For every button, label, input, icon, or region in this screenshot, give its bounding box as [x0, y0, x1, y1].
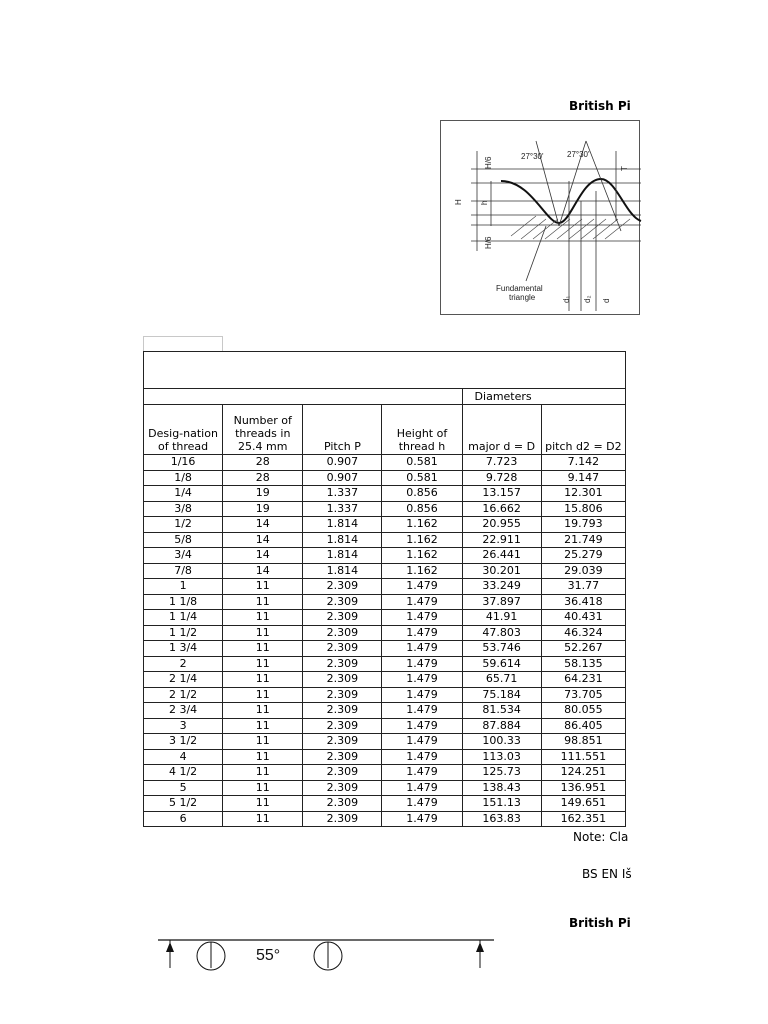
- table-row: [144, 656, 626, 672]
- table-cell: 7.723: [462, 455, 541, 471]
- table-cell: 19: [223, 501, 303, 517]
- table-row: [144, 780, 626, 796]
- table-cell: 21.749: [541, 532, 625, 548]
- table-cell: 0.581: [382, 470, 462, 486]
- table-column-header-row: [144, 405, 626, 455]
- table-cell: 1 1/2: [144, 625, 223, 641]
- table-cell: 0.907: [303, 470, 382, 486]
- caption-line-1: Fundamental: [496, 284, 543, 293]
- table-cell: 33.249: [462, 579, 541, 595]
- table-cell: 149.651: [541, 796, 625, 812]
- standard-reference: BS EN Iš: [582, 867, 632, 881]
- table-cell: 136.951: [541, 780, 625, 796]
- table-cell: 65.71: [462, 672, 541, 688]
- table-cell: 98.851: [541, 734, 625, 750]
- table-cell: 1.479: [382, 625, 462, 641]
- table-cell: 125.73: [462, 765, 541, 781]
- table-cell: 2.309: [303, 811, 382, 827]
- table-cell: 9.728: [462, 470, 541, 486]
- table-cell: 14: [223, 532, 303, 548]
- table-title-row: [144, 352, 626, 389]
- d2-label: d₂: [583, 295, 592, 303]
- table-cell: 11: [223, 765, 303, 781]
- table-cell: 80.055: [541, 703, 625, 719]
- h6-top-label: H/6: [484, 156, 493, 169]
- table-cell: 2.309: [303, 749, 382, 765]
- table-row: [144, 548, 626, 564]
- table-cell: 1.479: [382, 672, 462, 688]
- table-cell: 2.309: [303, 610, 382, 626]
- table-cell: 9.147: [541, 470, 625, 486]
- table-row: [144, 501, 626, 517]
- table-cell: 19: [223, 486, 303, 502]
- table-cell: 29.039: [541, 563, 625, 579]
- table-cell: 1 1/8: [144, 594, 223, 610]
- table-cell: 111.551: [541, 749, 625, 765]
- table-cell: 1.814: [303, 563, 382, 579]
- table-cell: 1.479: [382, 687, 462, 703]
- note-text: Note: Cla: [573, 830, 629, 844]
- table-cell: 2.309: [303, 703, 382, 719]
- table-cell: 86.405: [541, 718, 625, 734]
- table-cell: 1.337: [303, 486, 382, 502]
- column-header: Number of threads in 25.4 mm: [223, 405, 303, 455]
- table-cell: 11: [223, 796, 303, 812]
- table-cell: 11: [223, 610, 303, 626]
- table-cell: 14: [223, 563, 303, 579]
- table-cell: 37.897: [462, 594, 541, 610]
- tolerance-label: T: [620, 166, 629, 171]
- table-cell: 19.793: [541, 517, 625, 533]
- H-label: H: [454, 199, 463, 205]
- table-cell: 1.162: [382, 563, 462, 579]
- table-row: [144, 641, 626, 657]
- table-cell: 7/8: [144, 563, 223, 579]
- table-cell: 14: [223, 548, 303, 564]
- table-cell: 0.856: [382, 501, 462, 517]
- table-cell: 2.309: [303, 780, 382, 796]
- table-cell: 11: [223, 811, 303, 827]
- table-cell: 52.267: [541, 641, 625, 657]
- section-title: British Pi: [569, 916, 631, 930]
- table-cell: 22.911: [462, 532, 541, 548]
- table-cell: 5: [144, 780, 223, 796]
- table-cell: 81.534: [462, 703, 541, 719]
- table-cell: 1.814: [303, 517, 382, 533]
- column-header: major d = D: [462, 405, 541, 455]
- table-row: [144, 532, 626, 548]
- table-cell: 1.337: [303, 501, 382, 517]
- table-cell: 30.201: [462, 563, 541, 579]
- table-cell: 2.309: [303, 594, 382, 610]
- table-cell: 1.479: [382, 641, 462, 657]
- d1-label: d₁: [562, 295, 571, 303]
- column-header: Pitch P: [303, 405, 382, 455]
- page-title: British Pi: [569, 99, 631, 113]
- table-cell: 11: [223, 734, 303, 750]
- table-cell: 11: [223, 672, 303, 688]
- table-cell: 1.479: [382, 610, 462, 626]
- table-cell: 2.309: [303, 641, 382, 657]
- table-cell: 138.43: [462, 780, 541, 796]
- table-cell: 11: [223, 718, 303, 734]
- angle-label-right: 27°30': [567, 150, 590, 159]
- table-cell: 1.479: [382, 734, 462, 750]
- table-cell: 40.431: [541, 610, 625, 626]
- table-cell: 0.856: [382, 486, 462, 502]
- table-cell: 47.803: [462, 625, 541, 641]
- h-label: h: [480, 200, 489, 205]
- table-cell: 46.324: [541, 625, 625, 641]
- table-cell: 87.884: [462, 718, 541, 734]
- table-cell: 53.746: [462, 641, 541, 657]
- table-cell: 11: [223, 579, 303, 595]
- table-cell: 2 1/4: [144, 672, 223, 688]
- table-row: [144, 749, 626, 765]
- table-cell: 162.351: [541, 811, 625, 827]
- table-cell: 4: [144, 749, 223, 765]
- table-cell: 12.301: [541, 486, 625, 502]
- table-cell: 58.135: [541, 656, 625, 672]
- table-cell: 15.806: [541, 501, 625, 517]
- thread-dimensions-table: [143, 351, 626, 827]
- table-cell: 2.309: [303, 765, 382, 781]
- table-cell: 1.479: [382, 656, 462, 672]
- table-row: [144, 796, 626, 812]
- h6-bottom-label: H/6: [484, 236, 493, 249]
- table-cell: 1.814: [303, 532, 382, 548]
- table-cell: 31.77: [541, 579, 625, 595]
- d-label: d: [602, 298, 611, 303]
- table-cell: 1.479: [382, 718, 462, 734]
- angle-55-label: 55°: [256, 947, 281, 964]
- table-cell: 11: [223, 641, 303, 657]
- table-cell: 1/2: [144, 517, 223, 533]
- table-cell: 2.309: [303, 656, 382, 672]
- table-row: [144, 811, 626, 827]
- table-cell: 2.309: [303, 687, 382, 703]
- table-cell: 113.03: [462, 749, 541, 765]
- table-cell: 1.479: [382, 703, 462, 719]
- table-cell: 28: [223, 455, 303, 471]
- table-cell: 7.142: [541, 455, 625, 471]
- table-cell: 1.479: [382, 811, 462, 827]
- table-row: [144, 610, 626, 626]
- table-row: [144, 563, 626, 579]
- table-cell: 163.83: [462, 811, 541, 827]
- table-cell: 73.705: [541, 687, 625, 703]
- table-cell: 11: [223, 594, 303, 610]
- table-cell: 1.479: [382, 749, 462, 765]
- table-cell: 16.662: [462, 501, 541, 517]
- table-row: [144, 470, 626, 486]
- table-cell: 2.309: [303, 625, 382, 641]
- table-cell: 1: [144, 579, 223, 595]
- table-cell: 41.91: [462, 610, 541, 626]
- column-header: pitch d2 = D2: [541, 405, 625, 455]
- thread-angle-diagram: [158, 938, 498, 968]
- table-cell: 0.907: [303, 455, 382, 471]
- caption-line-2: triangle: [509, 293, 536, 302]
- table-cell: 25.279: [541, 548, 625, 564]
- sheet-tab-stub: [143, 336, 223, 351]
- table-group-header-row: [144, 389, 626, 405]
- table-cell: 1.479: [382, 579, 462, 595]
- table-row: [144, 734, 626, 750]
- table-cell: 1.814: [303, 548, 382, 564]
- table-cell: 2 1/2: [144, 687, 223, 703]
- table-cell: 14: [223, 517, 303, 533]
- table-cell: 11: [223, 780, 303, 796]
- table-cell: 3/4: [144, 548, 223, 564]
- angle-label-left: 27°30': [521, 152, 544, 161]
- table-row: [144, 672, 626, 688]
- table-cell: 1.162: [382, 517, 462, 533]
- table-cell: 1/8: [144, 470, 223, 486]
- table-cell: 1 1/4: [144, 610, 223, 626]
- table-row: [144, 765, 626, 781]
- table-cell: 5/8: [144, 532, 223, 548]
- table-cell: 2.309: [303, 796, 382, 812]
- table-cell: 6: [144, 811, 223, 827]
- table-cell: 5 1/2: [144, 796, 223, 812]
- table-cell: 124.251: [541, 765, 625, 781]
- table-cell: 3: [144, 718, 223, 734]
- table-row: [144, 486, 626, 502]
- table-cell: 3/8: [144, 501, 223, 517]
- table-row: [144, 594, 626, 610]
- table-cell: 2.309: [303, 672, 382, 688]
- column-header: Height of thread h: [382, 405, 462, 455]
- table-cell: 11: [223, 749, 303, 765]
- table-cell: 13.157: [462, 486, 541, 502]
- table-cell: 2.309: [303, 718, 382, 734]
- table-cell: 26.441: [462, 548, 541, 564]
- table-cell: 4 1/2: [144, 765, 223, 781]
- table-row: [144, 718, 626, 734]
- table-cell: 11: [223, 703, 303, 719]
- table-cell: 64.231: [541, 672, 625, 688]
- table-cell: 36.418: [541, 594, 625, 610]
- table-row: [144, 579, 626, 595]
- table-cell: 151.13: [462, 796, 541, 812]
- table-row: [144, 687, 626, 703]
- group-header-diameters: Diameters: [462, 389, 625, 405]
- table-cell: 1/4: [144, 486, 223, 502]
- column-header: Desig-nation of thread: [144, 405, 223, 455]
- table-cell: 1 3/4: [144, 641, 223, 657]
- table-cell: 11: [223, 625, 303, 641]
- table-cell: 11: [223, 687, 303, 703]
- table-row: [144, 455, 626, 471]
- table-cell: 2: [144, 656, 223, 672]
- table-cell: 1/16: [144, 455, 223, 471]
- table-row: [144, 517, 626, 533]
- table-cell: 3 1/2: [144, 734, 223, 750]
- table-cell: 1.479: [382, 765, 462, 781]
- thread-profile-diagram: [440, 120, 640, 315]
- table-cell: 2 3/4: [144, 703, 223, 719]
- table-cell: 1.162: [382, 548, 462, 564]
- table-cell: 1.479: [382, 796, 462, 812]
- table-cell: 20.955: [462, 517, 541, 533]
- table-cell: 1.162: [382, 532, 462, 548]
- table-cell: 0.581: [382, 455, 462, 471]
- table-row: [144, 703, 626, 719]
- table-cell: 2.309: [303, 734, 382, 750]
- table-cell: 1.479: [382, 594, 462, 610]
- table-cell: 1.479: [382, 780, 462, 796]
- table-row: [144, 625, 626, 641]
- table-cell: 2.309: [303, 579, 382, 595]
- table-cell: 75.184: [462, 687, 541, 703]
- table-cell: 59.614: [462, 656, 541, 672]
- table-cell: 100.33: [462, 734, 541, 750]
- table-cell: 28: [223, 470, 303, 486]
- table-cell: 11: [223, 656, 303, 672]
